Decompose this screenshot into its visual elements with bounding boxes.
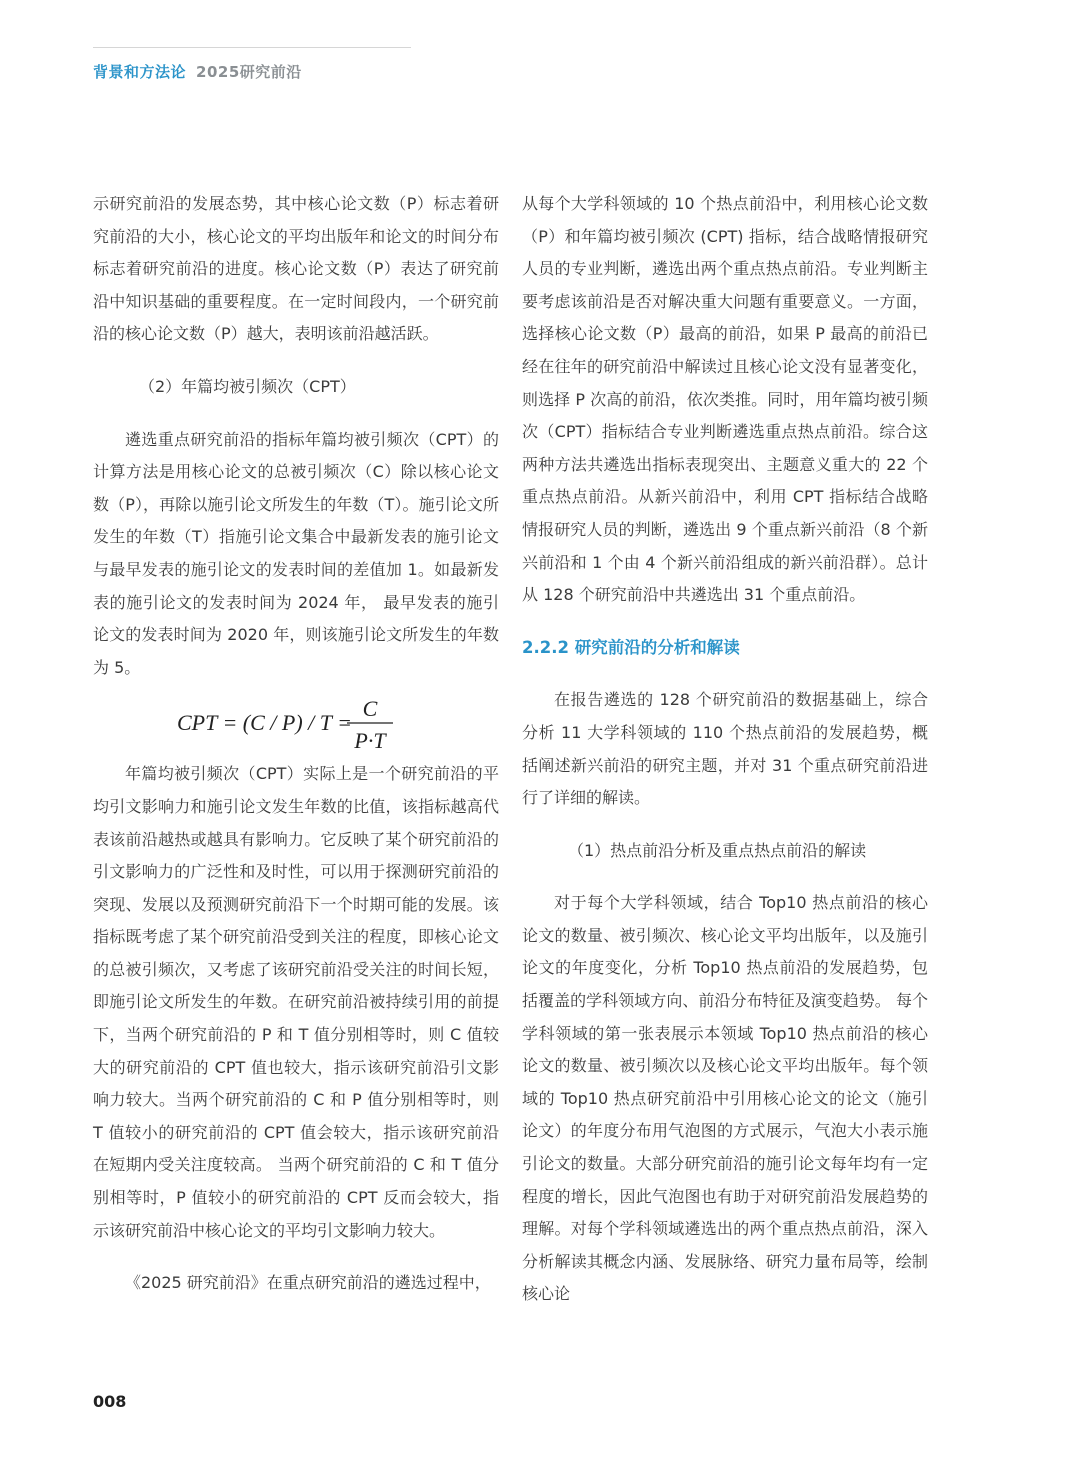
page-number: 008 [93, 1392, 127, 1411]
formula-denominator: P·T [354, 728, 386, 754]
left-paragraph-4: 《2025 研究前沿》在重点研究前沿的遴选过程中， [125, 1273, 491, 1293]
right-subheading-hot-fronts: （1）热点前沿分析及重点热点前沿的解读 [568, 840, 867, 860]
left-paragraph-2: 遴选重点研究前沿的指标年篇均被引频次（CPT）的计算方法是用核心论文的总被引频次（C）除以核心论文数（P），再除以施引论文所发生的年数（T）。施引论文所发生的年数（T）指施引论文集合中最新发表的施引论文与最早发表的施引论文的发表时间的差值加 1。如最新发表的施引论文的发表时间为 2024 年， 最早发表的施引论文的发表时间为 2020 年，则该施引论文所发生的年数为 5。 [93, 429, 499, 677]
cpt-formula [93, 686, 499, 758]
right-paragraph-3: 对于每个大学科领域，结合 Top10 热点前沿的核心论文的数量、被引频次、核心论文平均出版年，以及施引论文的年度变化，分析 Top10 热点前沿的发展趋势，包括覆盖的学科领域方向、前沿分布特征及演变趋势。 每个学科领域的第一张表展示本领域 Top10 热点前沿的核心论文的数量、被引频次以及核心论文平均出版年。每个领域的 Top10 热点研究前沿中引用核心论文的论文（施引论文）的年度分布用气泡图的方式展示，气泡大小表示施引论文的数量。大部分研究前沿的施引论文每年均有一定程度的增长，因此气泡图也有助于对研究前沿发展趋势的理解。对每个学科领域遴选出的两个重点热点前沿，深入分析解读其概念内涵、发展脉络、研究力量布局等，绘制核心论 [522, 893, 928, 1304]
left-paragraph-1: 示研究前沿的发展态势，其中核心论文数（P）标志着研究前沿的大小，核心论文的平均出版年和论文的时间分布标志着研究前沿的进度。核心论文数（P）表达了研究前沿中知识基础的重要程度。在一定时间段内，一个研究前沿的核心论文数（P）越大，表明该前沿越活跃。 [93, 194, 499, 344]
formula-lhs: CPT = (C / P) / T = [177, 710, 352, 736]
section-heading-2-2-2: 2.2.2 研究前沿的分析和解读 [522, 637, 740, 657]
left-subheading-cpt: （2）年篇均被引频次（CPT） [139, 376, 356, 396]
right-column [522, 188, 928, 1311]
cpt-formula-graphic [173, 686, 433, 758]
header-report-title: 2025研究前沿 [196, 63, 302, 81]
left-column [93, 188, 499, 1300]
running-header [93, 61, 302, 82]
right-paragraph-1: 从每个大学科领域的 10 个热点前沿中，利用核心论文数（P）和年篇均被引频次 (CPT) 指标，结合战略情报研究人员的专业判断，遴选出两个重点热点前沿。专业判断主要考虑该前沿是否对解决重大问题有重要意义。一方面，选择核心论文数（P）最高的前沿，如果 P 最高的前沿已经在往年的研究前沿中解读过且核心论文没有显著变化，则选择 P 次高的前沿，依次类推。同时，用年篇均被引频次（CPT）指标结合专业判断遴选重点热点前沿。综合这两种方法共遴选出指标表现突出、主题意义重大的 22 个重点热点前沿。从新兴前沿中，利用 CPT 指标结合战略情报研究人员的判断，遴选出 9 个重点新兴前沿（8 个新兴前沿和 1 个由 4 个新兴前沿组成的新兴前沿群）。总计从 128 个研究前沿中共遴选出 31 个重点前沿。 [522, 194, 928, 605]
left-paragraph-3: 年篇均被引频次（CPT）实际上是一个研究前沿的平均引文影响力和施引论文发生年数的比值，该指标越高代表该前沿越热或越具有影响力。它反映了某个研究前沿的引文影响力的广泛性和及时性，可以用于探测研究前沿的突现、发展以及预测研究前沿下一个时期可能的发展。该指标既考虑了某个研究前沿受到关注的程度，即核心论文的总被引频次，又考虑了该研究前沿受关注的时间长短，即施引论文所发生的年数。在研究前沿被持续引用的前提下，当两个研究前沿的 P 和 T 值分别相等时，则 C 值较大的研究前沿的 CPT 值也较大，指示该研究前沿引文影响力较大。当两个研究前沿的 C 和 P 值分别相等时，则 T 值较小的研究前沿的 CPT 值会较大，指示该研究前沿在短期内受关注度较高。 当两个研究前沿的 C 和 T 值分别相等时，P 值较小的研究前沿的 CPT 反而会较大，指示该研究前沿中核心论文的平均引文影响力较大。 [93, 764, 499, 1240]
header-section: 背景和方法论 [93, 63, 187, 81]
header-rule [93, 47, 411, 48]
formula-numerator: C [362, 696, 378, 722]
right-paragraph-2: 在报告遴选的 128 个研究前沿的数据基础上，综合分析 11 大学科领域的 110 个热点前沿的发展趋势，概括阐述新兴前沿的研究主题，并对 31 个重点研究前沿进行了详细的解读。 [522, 690, 928, 808]
